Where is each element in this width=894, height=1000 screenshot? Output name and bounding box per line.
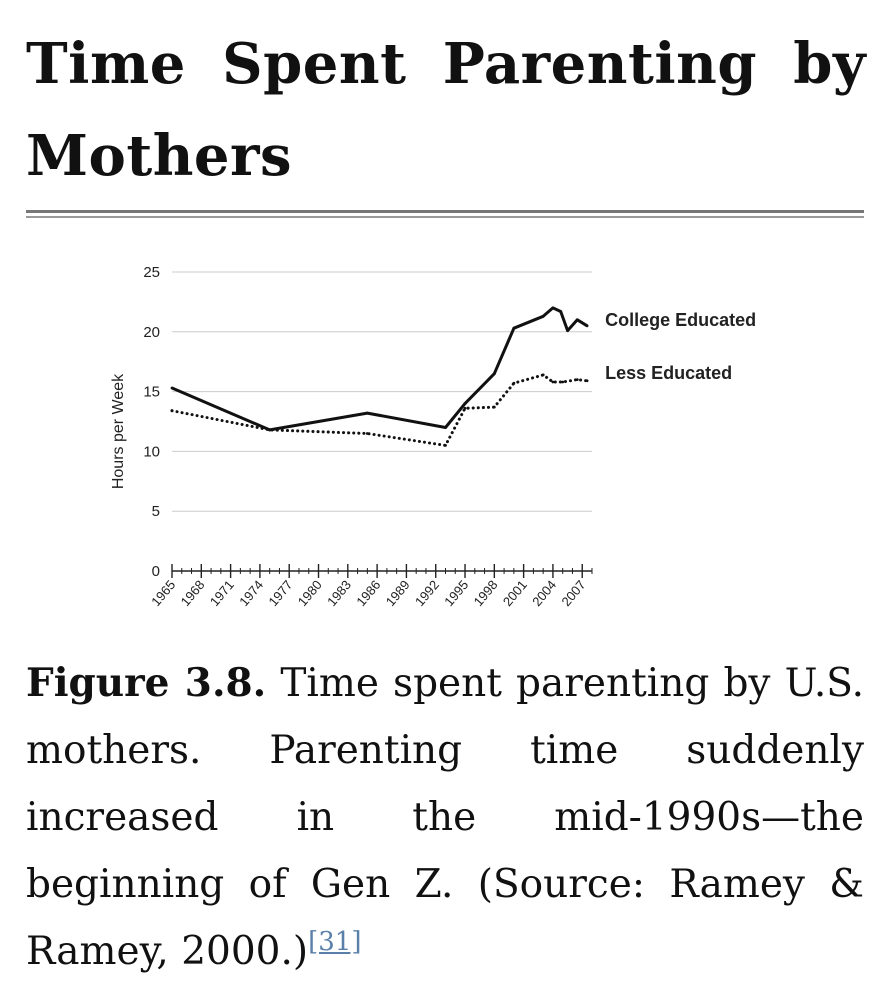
data-point-less-educated <box>586 379 589 382</box>
series-label-less-educated: Less Educated <box>605 362 733 383</box>
x-tick-label: 1983 <box>324 577 355 610</box>
data-point-college-educated <box>586 324 589 327</box>
x-tick-label: 1980 <box>294 577 325 610</box>
citation-link[interactable]: [31] <box>308 927 362 957</box>
series-label-college-educated: College Educated <box>605 309 757 330</box>
figure-caption <box>26 650 864 985</box>
data-point-less-educated <box>542 374 545 377</box>
axes <box>172 564 592 578</box>
x-tick-label: 1998 <box>470 577 501 610</box>
data-point-college-educated <box>552 307 555 310</box>
x-tick-label: 2007 <box>558 577 589 610</box>
x-tick-label: 1968 <box>177 577 208 610</box>
y-tick-label: 20 <box>143 323 160 341</box>
data-point-less-educated <box>493 406 496 409</box>
parenting-time-line-chart <box>90 250 810 640</box>
y-tick-label: 0 <box>151 563 160 580</box>
data-point-college-educated <box>493 372 496 375</box>
x-tick-label: 1992 <box>411 577 443 610</box>
caption-text: Time spent parenting by U.S. mothers. Parenting time suddenly increased in the mid-1990s—the beginning of Gen Z. (Source: Ramey & Ramey, 2000.) <box>26 661 864 974</box>
y-tick-label: 15 <box>143 383 160 401</box>
data-point-college-educated <box>559 310 562 313</box>
title-divider-top <box>26 210 864 213</box>
x-tick-label: 1977 <box>265 577 296 610</box>
chart-labels <box>110 264 756 609</box>
x-tick-label: 1989 <box>382 577 413 610</box>
data-point-less-educated <box>171 409 174 412</box>
data-point-less-educated <box>513 382 516 385</box>
y-tick-label: 25 <box>143 264 160 281</box>
data-point-less-educated <box>576 378 579 381</box>
x-tick-label: 1986 <box>353 577 384 610</box>
data-point-college-educated <box>171 387 174 390</box>
x-tick-label: 2001 <box>499 577 530 610</box>
x-tick-label: 1965 <box>148 577 179 610</box>
data-point-college-educated <box>366 412 369 415</box>
data-point-less-educated <box>444 444 447 447</box>
series-line-college-educated <box>172 308 587 430</box>
data-point-college-educated <box>513 327 516 330</box>
y-tick-label: 5 <box>151 503 160 521</box>
data-point-less-educated <box>552 381 555 384</box>
title-divider-bottom <box>26 216 864 218</box>
page-title: Time Spent Parenting by Mothers <box>26 31 866 189</box>
data-point-college-educated <box>542 315 545 318</box>
x-tick-label: 2004 <box>529 577 560 610</box>
y-axis-title: Hours per Week <box>110 373 127 490</box>
data-point-college-educated <box>444 426 447 429</box>
figure-label: Figure 3.8. <box>26 660 267 706</box>
data-point-less-educated <box>366 432 369 435</box>
x-tick-label: 1971 <box>206 577 237 610</box>
data-point-college-educated <box>576 318 579 321</box>
y-tick-label: 10 <box>143 443 160 461</box>
data-point-less-educated <box>464 407 467 410</box>
data-point-college-educated <box>464 402 467 405</box>
data-point-less-educated <box>561 381 564 384</box>
x-tick-label: 1995 <box>441 577 472 610</box>
series-line-less-educated <box>172 375 587 446</box>
series-lines <box>171 307 589 447</box>
grid-lines <box>172 272 592 511</box>
data-point-less-educated <box>268 429 271 432</box>
data-point-college-educated <box>566 329 569 332</box>
figure-chart <box>90 250 810 640</box>
x-tick-label: 1974 <box>236 577 267 610</box>
